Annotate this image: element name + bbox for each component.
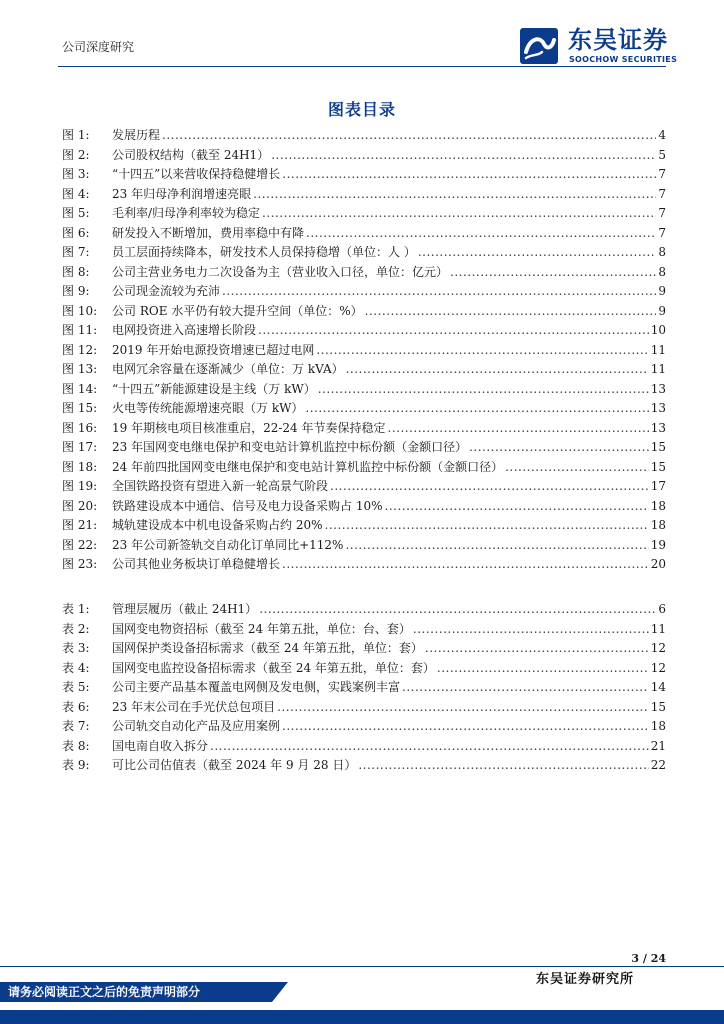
dot-leader: [162, 126, 656, 146]
footer-disclaimer: 请务必阅读正文之后的免责声明部分: [8, 985, 201, 999]
dot-leader: [388, 419, 649, 439]
entry-page-number: 14: [650, 680, 666, 694]
entry-title: 公司 ROE 水平仍有较大提升空间（单位：%）: [112, 303, 363, 318]
entry-number: 表 7:: [62, 719, 90, 733]
entry-title: 2019 年开始电源投资增速已超过电网: [112, 342, 315, 357]
entry-page-number: 22: [650, 758, 666, 772]
entry-number: 图 17:: [62, 440, 98, 454]
toc-entry[interactable]: [62, 698, 666, 718]
entry-title: 公司主营业务电力二次设备为主（营业收入口径，单位：亿元）: [112, 264, 449, 279]
entry-title: “十四五”以来营收保持稳健增长: [112, 167, 281, 181]
entry-title: 电网冗余容量在逐渐减少（单位：万 kVA）: [112, 362, 344, 376]
dot-leader: [306, 224, 656, 244]
header-section-label: 公司深度研究: [62, 40, 135, 54]
entry-number: 图 11:: [62, 323, 98, 337]
entry-title: 可比公司估值表（截至 2024 年 9 月 28 日）: [112, 758, 357, 772]
dot-leader: [316, 341, 648, 361]
entry-number: 表 3:: [62, 641, 90, 655]
dot-leader: [262, 204, 656, 224]
entry-number: 图 1:: [62, 128, 90, 142]
toc-entry[interactable]: [62, 536, 666, 556]
toc-entry[interactable]: [62, 419, 666, 439]
entry-title: 员工层面持续降本，研发技术人员保持稳增（单位：人 ）: [112, 245, 416, 259]
entry-page-number: 8: [658, 245, 666, 259]
entry-number: 图 6:: [62, 225, 90, 240]
toc-entry[interactable]: [62, 516, 666, 536]
toc-entry[interactable]: [62, 497, 666, 517]
dot-leader: [346, 360, 649, 380]
entry-title: 国网变电监控设备招标需求（截至 24 年第五批，单位：套）: [112, 660, 435, 675]
toc-entry[interactable]: [62, 185, 666, 205]
entry-title: 23 年公司新签轨交自动化订单同比+112%: [112, 537, 344, 552]
entry-page-number: 12: [650, 641, 666, 655]
entry-page-number: 21: [650, 738, 666, 753]
dot-leader: [365, 302, 657, 322]
entry-title: 19 年期核电项目核准重启，22-24 年节奏保持稳定: [112, 420, 386, 435]
entry-page-number: 13: [650, 381, 666, 396]
entry-page-number: 7: [658, 186, 666, 201]
entry-page-number: 4: [658, 128, 666, 142]
entry-number: 图 19:: [62, 479, 98, 493]
entry-title: 全国铁路投资有望进入新一轮高景气阶段: [112, 479, 329, 493]
entry-page-number: 5: [658, 147, 666, 162]
footer-divider: [0, 966, 724, 967]
entry-number: 表 9:: [62, 758, 90, 772]
toc-entry[interactable]: [62, 341, 666, 361]
dot-leader: [469, 438, 649, 458]
figure-list: [62, 126, 666, 575]
toc-entry[interactable]: [62, 126, 666, 146]
dot-leader: [505, 458, 649, 478]
entry-title: 23 年末公司在手光伏总包项目: [112, 699, 276, 714]
entry-number: 图 18:: [62, 459, 98, 474]
entry-title: 公司轨交自动化产品及应用案例: [112, 719, 281, 733]
entry-title: 发展历程: [112, 128, 161, 142]
entry-page-number: 12: [650, 660, 666, 675]
entry-title: 电网投资进入高速增长阶段: [112, 323, 257, 337]
dot-leader: [425, 639, 649, 659]
toc-entry[interactable]: [62, 620, 666, 640]
footer-bottom-bar: [0, 1010, 724, 1024]
entry-number: 图 12:: [62, 342, 98, 357]
entry-page-number: 11: [650, 362, 666, 376]
entry-page-number: 15: [650, 459, 666, 474]
entry-number: 表 1:: [62, 602, 90, 616]
entry-page-number: 13: [650, 420, 666, 435]
entry-number: 图 7:: [62, 245, 90, 259]
toc-entry[interactable]: [62, 717, 666, 737]
dot-leader: [282, 555, 649, 575]
footer-org-name: 东吴证券研究所: [536, 972, 635, 987]
dot-leader: [325, 516, 649, 536]
dot-leader: [282, 165, 656, 185]
entry-number: 图 5:: [62, 206, 90, 220]
entry-number: 图 22:: [62, 537, 98, 552]
entry-page-number: 7: [658, 167, 666, 181]
dot-leader: [277, 698, 649, 718]
dot-leader: [271, 146, 656, 166]
entry-page-number: 11: [650, 621, 666, 636]
dot-leader: [437, 659, 649, 679]
entry-page-number: 15: [650, 440, 666, 454]
toc-entry[interactable]: [62, 380, 666, 400]
entry-page-number: 13: [650, 401, 666, 415]
entry-number: 图 4:: [62, 186, 90, 201]
entry-number: 图 21:: [62, 518, 98, 532]
toc-entry[interactable]: [62, 756, 666, 776]
entry-number: 表 6:: [62, 699, 90, 714]
dot-leader: [222, 282, 656, 302]
entry-number: 图 3:: [62, 167, 90, 181]
toc-entry[interactable]: [62, 321, 666, 341]
entry-number: 图 14:: [62, 381, 98, 396]
entry-title: 管理层履历（截止 24H1）: [112, 602, 258, 616]
entry-page-number: 6: [658, 602, 666, 616]
dot-leader: [318, 380, 649, 400]
dot-leader: [450, 263, 656, 283]
entry-title: 城轨建设成本中机电设备采购占约 20%: [112, 518, 323, 532]
soochow-logo-icon: [520, 26, 560, 66]
entry-number: 图 13:: [62, 362, 98, 376]
toc-entry[interactable]: [62, 243, 666, 263]
toc-entry[interactable]: [62, 263, 666, 283]
dot-leader: [210, 737, 649, 757]
dot-leader: [259, 600, 656, 620]
toc-entry[interactable]: [62, 639, 666, 659]
entry-number: 图 10:: [62, 303, 98, 318]
dot-leader: [345, 536, 648, 556]
entry-title: 研发投入不断增加，费用率稳中有降: [112, 225, 305, 240]
toc-entry[interactable]: [62, 555, 666, 575]
logo-text-cn: 东吴证券: [568, 26, 668, 54]
entry-title: 23 年国网变电继电保护和变电站计算机监控中标份额（金额口径）: [112, 440, 468, 454]
entry-page-number: 9: [658, 284, 666, 298]
entry-number: 表 4:: [62, 660, 90, 675]
entry-page-number: 18: [650, 719, 666, 733]
toc-entry[interactable]: [62, 458, 666, 478]
toc-entry[interactable]: [62, 600, 666, 620]
header-divider: [58, 66, 666, 67]
footer-banner: [0, 982, 272, 1002]
entry-title: “十四五”新能源建设是主线（万 kW）: [112, 381, 316, 396]
entry-title: 公司主要产品基本覆盖电网侧及发电侧，实践案例丰富: [112, 680, 401, 694]
toc-entry[interactable]: [62, 302, 666, 322]
toc-entry[interactable]: [62, 659, 666, 679]
entry-page-number: 18: [650, 518, 666, 532]
toc-entry[interactable]: [62, 146, 666, 166]
entry-number: 图 9:: [62, 284, 90, 298]
entry-title: 公司其他业务板块订单稳健增长: [112, 557, 281, 571]
dot-leader: [402, 678, 649, 698]
entry-page-number: 8: [658, 264, 666, 279]
company-logo: [520, 26, 680, 68]
entry-title: 公司股权结构（截至 24H1）: [112, 147, 270, 162]
entry-title: 23 年归母净利润增速亮眼: [112, 186, 252, 201]
entry-number: 图 20:: [62, 498, 98, 513]
entry-number: 图 15:: [62, 401, 98, 415]
toc-entry[interactable]: [62, 737, 666, 757]
page-indicator: 3 / 24: [631, 952, 666, 965]
table-list: [62, 600, 666, 776]
entry-page-number: 18: [650, 498, 666, 513]
entry-page-number: 11: [650, 342, 666, 357]
entry-title: 国网保护类设备招标需求（截至 24 年第五批，单位：套）: [112, 641, 423, 655]
entry-page-number: 7: [658, 225, 666, 240]
entry-title: 毛利率/归母净利率较为稳定: [112, 206, 261, 220]
entry-page-number: 9: [658, 303, 666, 318]
entry-title: 国电南自收入拆分: [112, 738, 209, 753]
toc-entry[interactable]: [62, 438, 666, 458]
entry-page-number: 7: [658, 206, 666, 220]
entry-page-number: 15: [650, 699, 666, 714]
toc-title: 图表目录: [327, 100, 396, 119]
dot-leader: [330, 477, 649, 497]
toc-entry[interactable]: [62, 282, 666, 302]
entry-title: 国网变电物资招标（截至 24 年第五批，单位：台、套）: [112, 621, 411, 636]
entry-page-number: 20: [650, 557, 666, 571]
entry-page-number: 19: [650, 537, 666, 552]
dot-leader: [253, 185, 656, 205]
entry-title: 公司现金流较为充沛: [112, 284, 221, 298]
toc-entry[interactable]: [62, 224, 666, 244]
toc-entry[interactable]: [62, 360, 666, 380]
entry-page-number: 10: [650, 323, 666, 337]
toc-entry[interactable]: [62, 678, 666, 698]
dot-leader: [282, 717, 649, 737]
entry-number: 图 16:: [62, 420, 98, 435]
dot-leader: [385, 497, 649, 517]
dot-leader: [258, 321, 649, 341]
dot-leader: [413, 620, 649, 640]
entry-number: 图 2:: [62, 147, 90, 162]
toc-entry[interactable]: [62, 204, 666, 224]
dot-leader: [418, 243, 657, 263]
entry-number: 表 2:: [62, 621, 90, 636]
entry-number: 图 8:: [62, 264, 90, 279]
entry-number: 图 23:: [62, 557, 98, 571]
entry-number: 表 8:: [62, 738, 90, 753]
logo-text-en: SOOCHOW SECURITIES: [569, 55, 678, 64]
entry-title: 火电等传统能源增速亮眼（万 kW）: [112, 401, 304, 415]
entry-title: 铁路建设成本中通信、信号及电力设备采购占 10%: [112, 498, 383, 513]
toc-entry[interactable]: [62, 165, 666, 185]
entry-title: 24 年前四批国网变电继电保护和变电站计算机监控中标份额（金额口径）: [112, 459, 504, 474]
entry-page-number: 17: [650, 479, 666, 493]
toc-entry[interactable]: [62, 477, 666, 497]
dot-leader: [305, 399, 648, 419]
toc-entry[interactable]: [62, 399, 666, 419]
entry-number: 表 5:: [62, 680, 90, 694]
dot-leader: [358, 756, 648, 776]
